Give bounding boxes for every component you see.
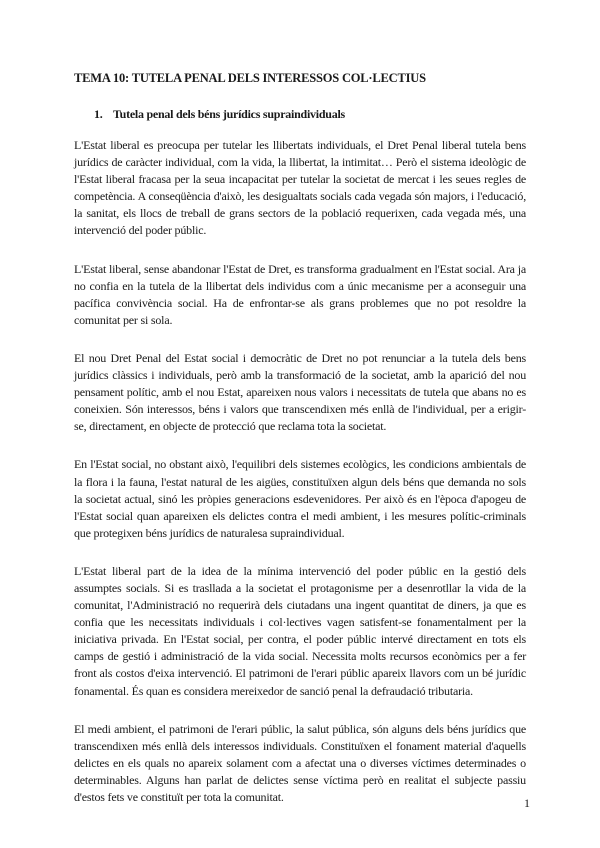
page-number: 1 (524, 796, 530, 810)
paragraph: L'Estat liberal, sense abandonar l'Estat de Dret, es transforma gradualment en l'Estat social. Ara ja no confia en la tutela de la llibertat dels individus com a únic mecanisme per a aconseguir una pacífica convivència social. Ha de enfrontar-se als grans problemes que no pot resoldre la comunitat per si sola. (74, 261, 526, 327)
section-heading (94, 107, 534, 122)
paragraph: El medi ambient, el patrimoni de l'erari públic, la salut pública, són alguns dels béns jurídics que transcendixen més enllà dels interessos individuals. Constituïxen el fonament material d'aquells delictes en els quals no apareix solament com a afectat una o diverses víctimes determinades o determinables. Alguns han parlat de delictes sense víctima però en realitat el subjecte passiu d'estos fets ve constituït per tota la comunitat. (74, 721, 526, 804)
document-title: TEMA 10: TUTELA PENAL DELS INTERESSOS COL·LECTIUS (74, 71, 426, 85)
section-number: 1. (94, 107, 103, 121)
paragraph: L'Estat liberal part de la idea de la mínima intervenció del poder públic en la gestió dels assumptes socials. Si es trasllada a la societat el protagonisme per a desenrotllar la vida de la comunitat, l'Administració no requerirà dels ciutadans una ingent quantitat de diners, ja que es confia que les necessitats individuals i col·lectives vagen satisfent-se fonamentalment per la iniciativa privada. En l'Estat social, per contra, el poder públic intervé directament en tots els camps de gestió i administració de la vida social. Necessita molts recursos econòmics per a fer front als costos d'eixa intervenció. El patrimoni de l'erari públic apareix llavors com un bé jurídic fonamental. És quan es considera mereixedor de sanció penal la defraudació tributaria. (74, 563, 526, 698)
body-text (74, 137, 526, 827)
paragraph: El nou Dret Penal del Estat social i democràtic de Dret no pot renunciar a la tutela dels bens jurídics clàssics i individuals, però amb la transformació de la societat, amb la aparició del nou pensament polític, amb el nou Estat, apareixen nous valors i necessitats de tutela que abans no es coneixien. Són interessos, béns i valors que transcendixen més enllà de l'individual, per a erigir-se, directament, en objecte de protecció que reclama tota la societat. (74, 350, 526, 434)
section-heading-text: Tutela penal dels béns jurídics supraindividuals (113, 107, 345, 121)
paragraph: L'Estat liberal es preocupa per tutelar les llibertats individuals, el Dret Penal liberal tutela bens jurídics de caràcter individual, com la vida, la llibertat, la intimitat… Però el sistema ideològic de l'Estat liberal fracasa per la seua incapacitat per tutelar la societat de mercat i les seues regles de competència. A conseqüència d'això, les desigualtats socials cada vegada són majors, i l'educació, la sanitat, els llocs de treball de grans sectors de la població requerixen, cada vegada més, una intervenció del poder públic. (74, 138, 526, 238)
paragraph: En l'Estat social, no obstant això, l'equilibri dels sistemes ecològics, les condicions ambientals de la flora i la fauna, l'estat natural de les aigües, constituïxen algun dels béns que demanda no sols la societat actual, sinó les pròpies generacions esdevenidores. Per això és en l'època d'apogeu de l'Estat social quan apareixen els delictes contra el medi ambient, i les mesures polític-criminals que protegixen béns jurídics de naturalesa supraindividual. (74, 457, 526, 540)
